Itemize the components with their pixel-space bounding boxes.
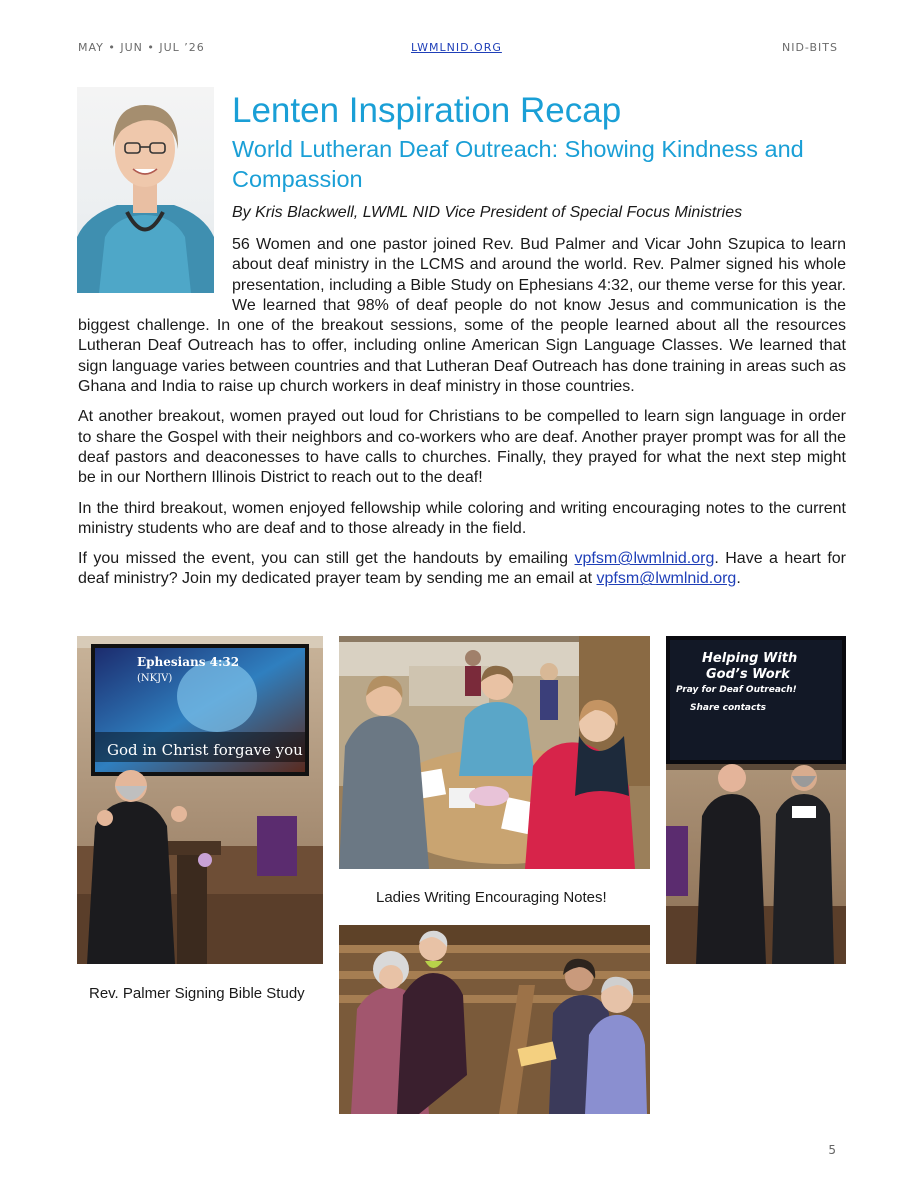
paragraph-third-breakout: In the third breakout, women enjoyed fellowship while coloring and writing encouraging notes to the current ministry students who are deaf and to those already in the field. xyxy=(78,499,846,537)
screen-share-line: Share contacts xyxy=(690,703,766,713)
handouts-text: If you missed the event, you can still get the handouts by emailing xyxy=(78,550,575,568)
screen-verse-text: God in Christ forgave you xyxy=(107,741,303,759)
issue-date: MAY • JUN • JUL ’26 xyxy=(78,41,205,54)
screen-verse-version: (NKJV) xyxy=(137,673,173,684)
email-link[interactable]: vpfsm@lwmlnid.org xyxy=(574,550,715,568)
article-title: Lenten Inspiration Recap xyxy=(232,91,622,130)
screen-heading-line2: God’s Work xyxy=(706,667,790,682)
paragraph-second-breakout: At another breakout, women prayed out loud for Christians to be compelled to learn sign language in order to share the Gospel with their neighbors and co-workers who are deaf. Another prayer prompt was for all the deaf pastors and deaconesses to have calls to churches. Finally, they prayed for what the next step might be in our Northern Illinois District to reach out to the deaf! xyxy=(78,408,846,487)
paragraph-handouts xyxy=(78,549,846,590)
screen-prayer-line: Pray for Deaf Outreach! xyxy=(676,685,797,695)
screen-heading-line1: Helping With xyxy=(702,651,798,666)
website-link[interactable]: LWMLNID.ORG xyxy=(411,41,502,54)
prayer-team-text: . Have a heart for deaf ministry? Join my dedicated prayer team by sending me an email at xyxy=(78,550,846,588)
closing-period: . xyxy=(736,570,741,588)
caption-ladies-writing: Ladies Writing Encouraging Notes! xyxy=(376,889,607,906)
paragraph-intro: 56 Women and one pastor joined Rev. Bud Palmer and Vicar John Szupica to learn about deaf ministry in the LCMS and around the world. Rev. Palmer signed his whole presentation, including a Bible Study on Ephesians 4:32, our theme verse for this year. We learned that 98% of deaf people do not know Jesus and communication is the biggest challenge. In one of the breakout sessions, some of the people learned about all the resources Lutheran Deaf Outreach has to offer, including online American Sign Language Classes. We learned that sign language varies between countries and that Lutheran Deaf Outreach has done training in areas such as Ghana and India to raise up church workers in deaf ministry in those countries. xyxy=(78,236,846,396)
article-subtitle: World Lutheran Deaf Outreach: Showing Kindness and Compassion xyxy=(232,136,804,192)
photo-women-in-pews xyxy=(339,925,650,1114)
article-body xyxy=(78,235,846,600)
screen-verse-reference: Ephesians 4:32 xyxy=(137,655,240,669)
email-link[interactable]: vpfsm@lwmlnid.org xyxy=(596,570,737,588)
section-name: NID-BITS xyxy=(781,41,838,54)
photo-ladies-writing-notes xyxy=(339,636,650,869)
photo-helping-with-gods-work xyxy=(666,636,846,964)
caption-palmer-signing: Rev. Palmer Signing Bible Study xyxy=(89,985,305,1002)
photo-palmer-signing xyxy=(77,636,323,964)
page-number: 5 xyxy=(828,1143,836,1157)
article-byline: By Kris Blackwell, LWML NID Vice President of Special Focus Ministries xyxy=(232,204,743,221)
